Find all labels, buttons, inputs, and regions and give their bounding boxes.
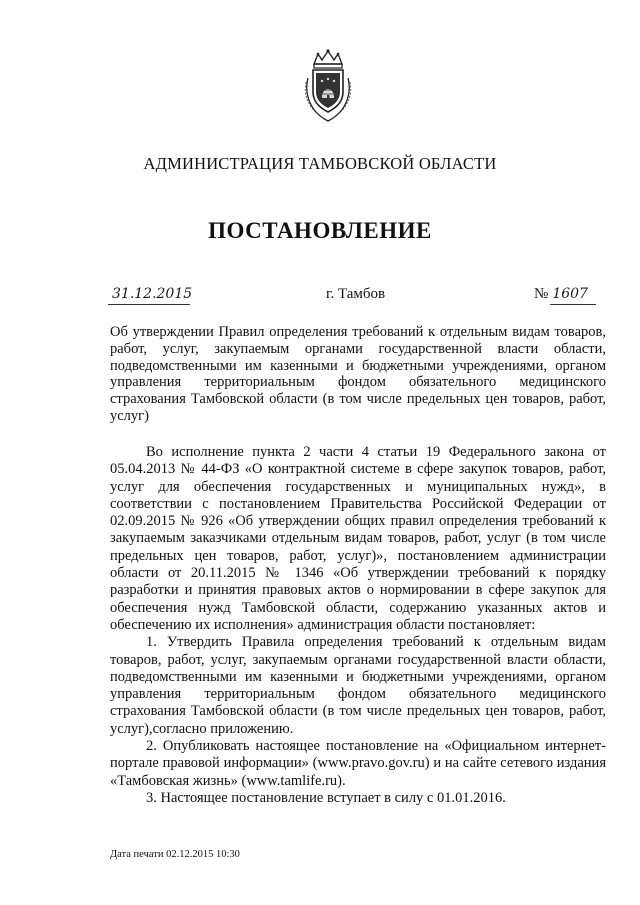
number-value: 1607 xyxy=(552,286,588,302)
print-date: Дата печати 02.12.2015 10:30 xyxy=(110,849,240,860)
document-city: г. Тамбов xyxy=(326,286,386,302)
document-title: Об утверждении Правил определения требований к отдельным видам товаров, работ, услуг, закупаемым органами государственной власти области, подведомственными им казенными и бюджетными учреждениями, органом управления территориальным фондом обязательного медицинского страхования Тамбовской области (в том числе предельных цен товаров, работ, услуг) xyxy=(110,324,606,424)
document-body xyxy=(110,444,606,807)
document-type-title: ПОСТАНОВЛЕНИЕ xyxy=(208,218,432,243)
number-underline xyxy=(550,304,596,305)
list-item: 1. Утвердить Правила определения требований к отдельным видам товаров, работ, услуг, закупаемым органами государственной власти области, подведомственными им казенными и бюджетными учреждениями, органом управления территориальным фондом обязательного медицинского страхования Тамбовской области (в том числе предельных цен товаров, работ, услуг),согласно приложению. xyxy=(110,634,606,737)
list-item: 2. Опубликовать настоящее постановление на «Официальном интернет-портале правовой информации» (www.pravo.gov.ru) и на сайте сетевого издания «Тамбовская жизнь» (www.tamlife.ru). xyxy=(110,738,606,789)
document-date: 31.12.2015 xyxy=(112,286,193,302)
organization-title: АДМИНИСТРАЦИЯ ТАМБОВСКОЙ ОБЛАСТИ xyxy=(143,154,497,173)
list-item: 3. Настоящее постановление вступает в силу с 01.01.2016. xyxy=(146,789,506,806)
coat-of-arms-icon xyxy=(300,48,356,124)
document-meta xyxy=(108,286,600,308)
preamble-paragraph: Во исполнение пункта 2 части 4 статьи 19 Федерального закона от 05.04.2013 № 44-ФЗ «О контрактной системе в сфере закупок товаров, работ, услуг для обеспечения государственных и муниципальных нужд», в соответствии с постановлением Правительства Российской Федерации от 02.09.2015 № 926 «Об утверждении общих правил определения требований к закупаемым заказчиками отдельным видам товаров, работ, услуг (в том числе предельных цен товаров, работ, услуг)», постановлением администрации области от 20.11.2015 № 1346 «Об утверждении требований к порядку разработки и принятия правовых актов о нормировании в сфере закупок для обеспечения нужд Тамбовской области, содержанию указанных актов и обеспечению их исполнения» администрация области постановляет: xyxy=(110,444,606,633)
date-underline xyxy=(108,304,190,305)
document-number xyxy=(534,286,588,303)
number-label: № xyxy=(534,286,549,302)
